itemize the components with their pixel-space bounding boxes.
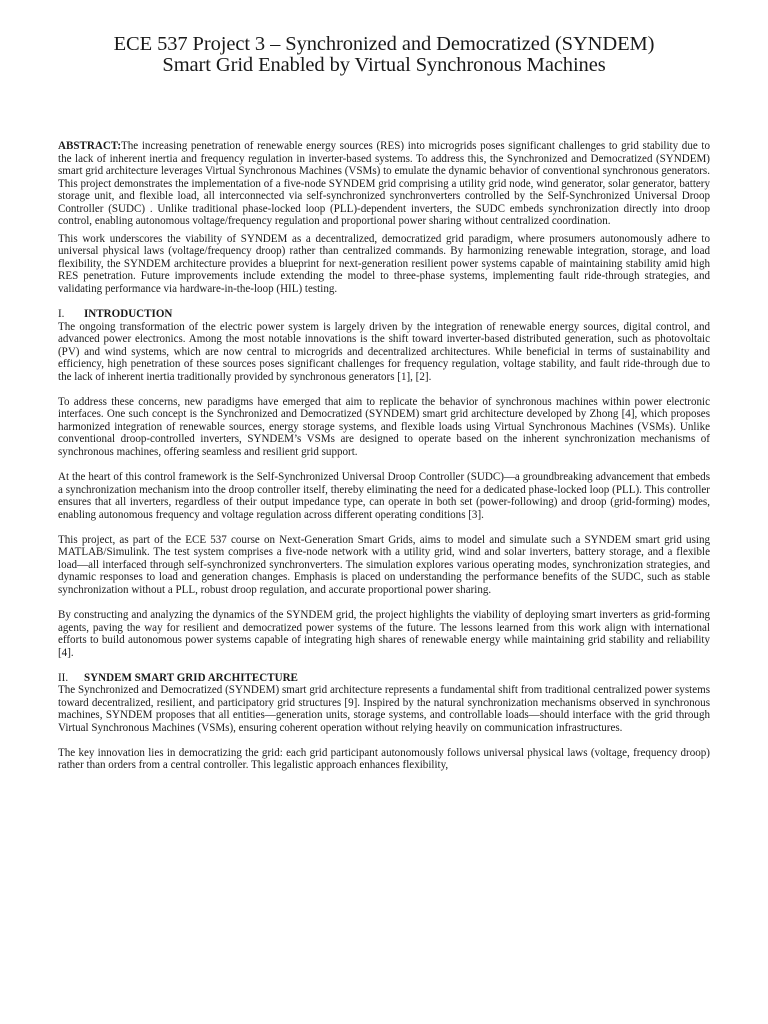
title-line-1: ECE 537 Project 3 – Synchronized and Democratized (SYNDEM) — [113, 33, 655, 55]
intro-paragraph-5: By constructing and analyzing the dynamics of the SYNDEM grid, the project highlights the viability of deploying smart inverters as grid-forming agents, paving the way for resilient and democratized power systems of the future. The lessons learned from this work align with international efforts to build autonomous power systems capable of integrating high shares of renewable energy while maintaining grid stability and reliability [4]. — [58, 609, 710, 659]
intro-paragraph-4: This project, as part of the ECE 537 course on Next-Generation Smart Grids, aims to model and simulate such a SYNDEM smart grid using MATLAB/Simulink. The test system comprises a five-node network with a utility grid, wind and solar inverters, battery storage, and a flexible load—all interfaced through self-synchronized synchronverters. The simulation explores various operating modes, synchronization strategies, and dynamic responses to load and generation changes. Emphasis is placed on understanding the performance benefits of the SUDC, such as stable synchronization without a PLL, robust droop regulation, and accurate proportional power sharing. — [58, 533, 710, 596]
section-title: INTRODUCTION — [84, 308, 173, 321]
abstract-text-1: The increasing penetration of renewable energy sources (RES) into microgrids poses significant challenges to grid stability due to the lack of inherent inertia and frequency regulation in inverter-based systems. To address this, the Synchronized and Democratized (SYNDEM) smart grid architecture leverages Virtual Synchronous Machines (VSMs) to emulate the dynamic behavior of conventional synchronous generators. This project demonstrates the implementation of a five-node SYNDEM grid comprising a utility grid node, wind generator, solar generator, battery storage unit, and flexible load, all interconnected via self-synchronized synchronverters controlled by the Self-Synchronized Universal Droop Controller (SUDC) . Unlike traditional phase-locked loop (PLL)-dependent inverters, the SUDC embeds synchronization directly into droop control, enabling autonomous voltage/frequency regulation and proportional power sharing without centralized coordination. — [58, 140, 710, 228]
intro-paragraph-3: At the heart of this control framework is the Self-Synchronized Universal Droop Controller (SUDC)—a groundbreaking advancement that embeds a synchronization mechanism into the droop controller itself, thereby eliminating the need for a dedicated phase-locked loop (PLL). This controller ensures that all inverters, regardless of their output impedance type, can operate in both set (power-following) and droop (grid-forming) modes, enabling autonomous frequency and voltage regulation across different operating conditions [3]. — [58, 471, 710, 521]
section-heading-introduction — [58, 308, 710, 321]
architecture-paragraph-1: The Synchronized and Democratized (SYNDEM) smart grid architecture represents a fundamental shift from traditional centralized power systems toward decentralized, resilient, and participatory grid structures [9]. Inspired by the natural synchronization mechanisms observed in synchronous machines, SYNDEM proposes that all entities—generation units, storage systems, and controllable loads—should interface with the grid through Virtual Synchronous Machines (VSMs), ensuring coherent operation without relying heavily on communication infrastructures. — [58, 684, 710, 734]
intro-paragraph-1: The ongoing transformation of the electric power system is largely driven by the integration of renewable energy sources, digital control, and advanced power electronics. Among the most notable innovations is the shift toward inverter-based distributed generation, such as photovoltaic (PV) and wind systems, which are now central to microgrids and decentralized architectures. While beneficial in terms of sustainability and efficiency, high penetration of these sources poses significant challenges for frequency regulation, voltage stability, and fault ride-through due to the lack of inherent inertia traditionally provided by synchronous generators [1], [2]. — [58, 320, 710, 383]
abstract-label: ABSTRACT: — [58, 140, 122, 152]
abstract-paragraph-1 — [58, 140, 710, 228]
architecture-paragraph-2: The key innovation lies in democratizing the grid: each grid participant autonomously follows universal physical laws (voltage, frequency droop) rather than orders from a central controller. This legalistic approach enhances flexibility, — [58, 746, 710, 772]
title-line-2: Smart Grid Enabled by Virtual Synchronous Machines — [162, 54, 606, 76]
section-number: I. — [58, 308, 65, 321]
intro-paragraph-2: To address these concerns, new paradigms have emerged that aim to replicate the behavior of synchronous machines within power electronic interfaces. One such concept is the Synchronized and Democratized (SYNDEM) smart grid architecture developed by Zhong [4], which proposes harmonized integration of renewable sources, energy storage systems, and flexible loads using Virtual Synchronous Machines (VSMs). Unlike conventional droop-controlled inverters, SYNDEM’s VSMs are designed to operate based on the inherent synchronization mechanisms of synchronous machines, offering seamless and resilient grid support. — [58, 395, 710, 459]
section-title: SYNDEM SMART GRID ARCHITECTURE — [84, 671, 298, 684]
section-number: II. — [58, 671, 69, 684]
paper-title — [58, 34, 710, 76]
abstract-paragraph-2: This work underscores the viability of SYNDEM as a decentralized, democratized grid paradigm, where prosumers autonomously adhere to universal physical laws (voltage/frequency droop) rather than centralized commands. By harmonizing renewable integration, storage, and load flexibility, the SYNDEM architecture provides a blueprint for next-generation resilient power systems capable of maintaining stability amid high RES penetration. Future improvements include extending the model to three-phase systems, implementing fault ride-through strategies, and validating performance via hardware-in-the-loop (HIL) testing. — [58, 232, 710, 296]
section-heading-architecture — [58, 672, 710, 685]
